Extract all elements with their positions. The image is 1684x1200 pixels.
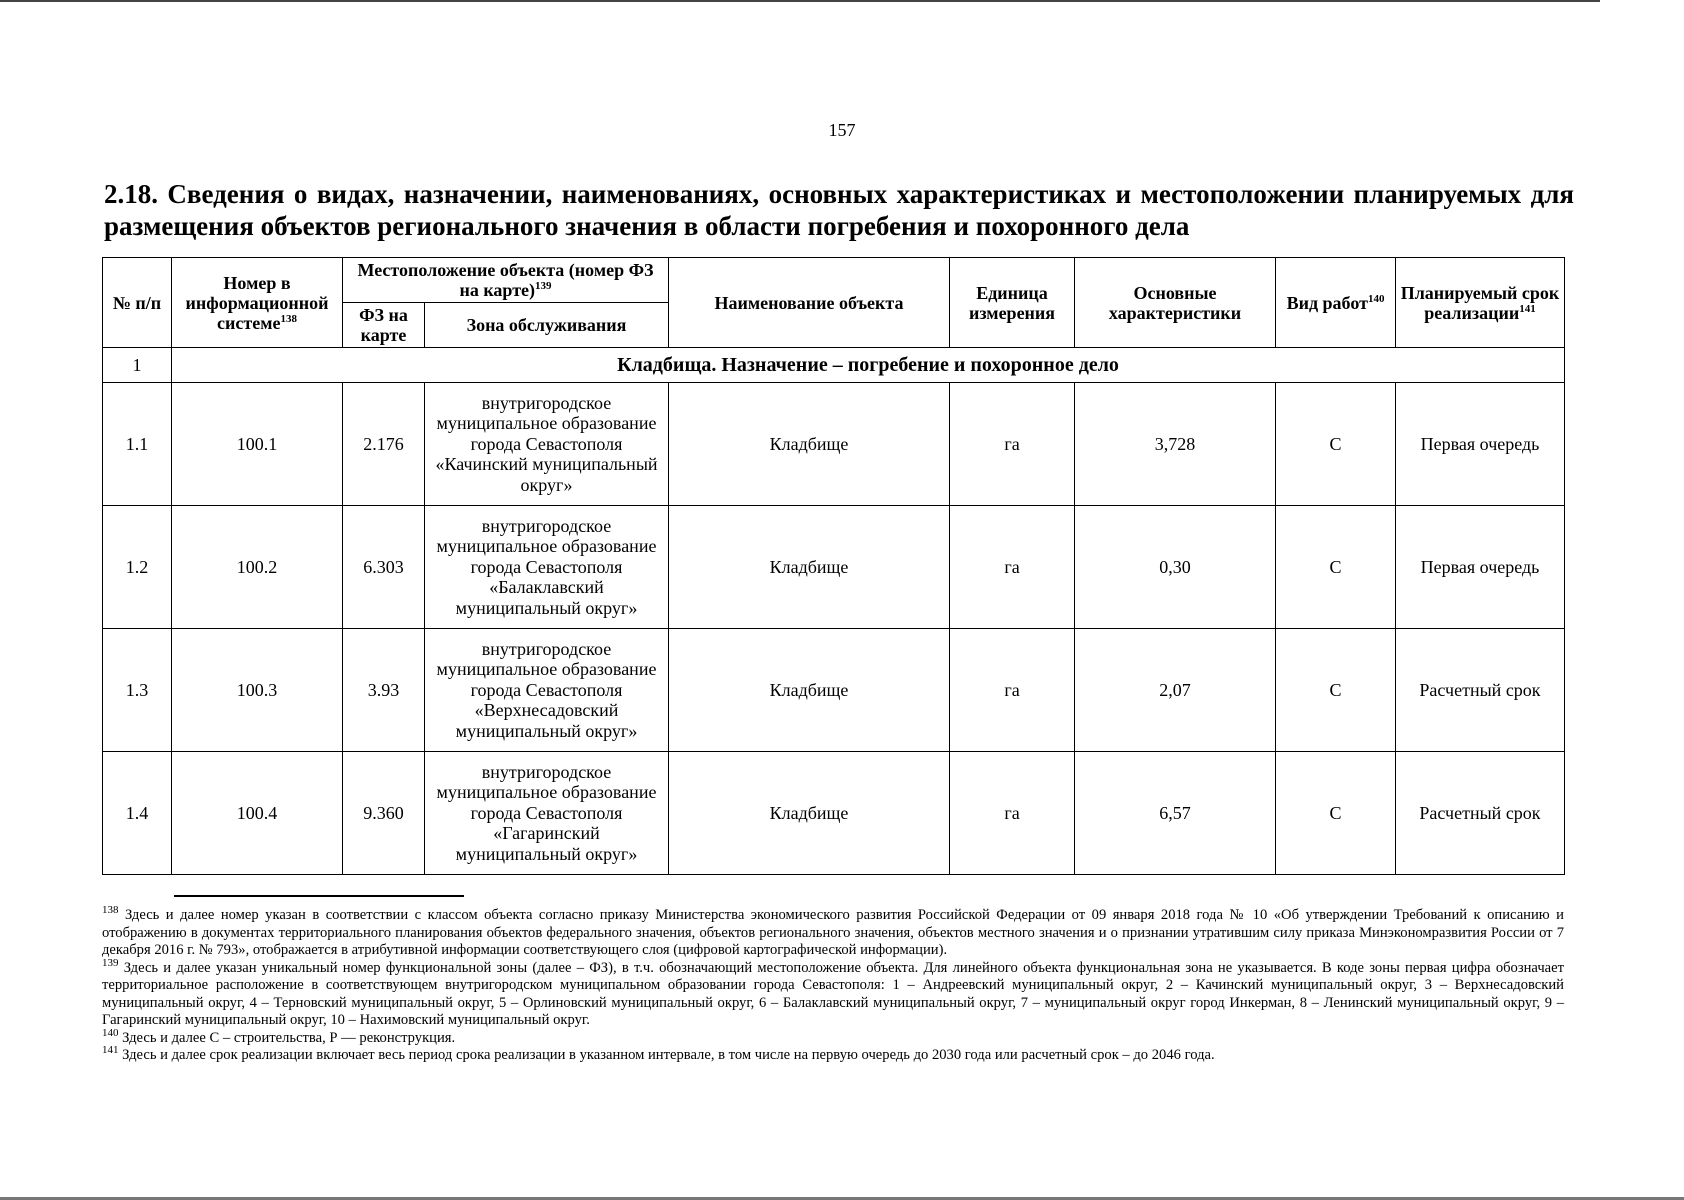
cell-reg-no: 100.3 [172,629,343,752]
table-row [103,752,1565,875]
cell-num: 1.4 [103,752,172,875]
cell-num: 1.1 [103,383,172,506]
cell-fz: 9.360 [343,752,425,875]
header-zone: Зона обслуживания [425,303,669,348]
table-row [103,506,1565,629]
cell-reg-no: 100.2 [172,506,343,629]
footnote [102,956,1564,1030]
header-fz: ФЗ на карте [343,303,425,348]
footnote [102,904,1564,960]
cell-reg-no: 100.1 [172,383,343,506]
cell-fz: 3.93 [343,629,425,752]
cell-work: С [1276,752,1396,875]
cell-work: С [1276,629,1396,752]
cell-term: Расчетный срок [1396,752,1565,875]
footnote-mark: 139 [102,956,119,969]
cell-unit: га [950,752,1075,875]
cell-name: Кладбище [669,506,950,629]
cell-zone: внутригородское муниципальное образование города Севастополя «Балаклавский муниципальный округ» [425,506,669,629]
cell-term: Расчетный срок [1396,629,1565,752]
cell-name: Кладбище [669,629,950,752]
cell-term: Первая очередь [1396,506,1565,629]
footnote-text: Здесь и далее срок реализации включает весь период срока реализации в указанном интервале, в том числе на первую очередь до 2030 года или расчетный срок – до 2046 года. [118,1047,1215,1063]
header-num: № п/п [103,258,172,348]
objects-table [102,257,1565,875]
cell-num: 1.3 [103,629,172,752]
section-row [103,348,1565,383]
footnote [102,1044,1564,1065]
section-num: 1 [103,348,172,383]
cell-unit: га [950,506,1075,629]
page-number: 157 [828,120,856,140]
top-scan-border [0,0,1600,2]
footnote-mark: 140 [102,1026,119,1039]
header-term: Планируемый срок реализации$^{141}$ [1396,258,1565,348]
cell-value: 3,728 [1075,383,1276,506]
footnote-separator [174,895,464,897]
cell-unit: га [950,383,1075,506]
header-characteristics: Основные характеристики [1075,258,1276,348]
footnote [102,1026,1564,1048]
cell-unit: га [950,629,1075,752]
cell-term: Первая очередь [1396,383,1565,506]
table-row [103,629,1565,752]
section-heading: 2.18. Сведения о видах, назначении, наименованиях, основных характеристиках и местоположении планируемых для размещения объектов регионального значения в области погребения и похоронного дела [104,179,1574,241]
cell-work: С [1276,383,1396,506]
cell-value: 6,57 [1075,752,1276,875]
section-title: Кладбища. Назначение – погребение и похоронное дело [172,348,1565,383]
footnote-text: Здесь и далее С – строительства, Р — реконструкция. [118,1029,456,1046]
cell-fz: 6.303 [343,506,425,629]
footnote-mark: 141 [102,1044,119,1057]
cell-num: 1.2 [103,506,172,629]
header-unit: Единица измерения [950,258,1075,348]
cell-name: Кладбище [669,383,950,506]
cell-reg-no: 100.4 [172,752,343,875]
table-header-row [103,258,1565,303]
footnotes [102,904,1564,1065]
header-work-type: Вид работ$^{140}$ [1276,258,1396,348]
cell-value: 0,30 [1075,506,1276,629]
cell-zone: внутригородское муниципальное образование города Севастополя «Верхнесадовский муниципальный округ» [425,629,669,752]
cell-name: Кладбище [669,752,950,875]
header-location: Местоположение объекта (номер ФЗ на карте)$^{139}$ [343,258,669,303]
cell-zone: внутригородское муниципальное образование города Севастополя «Качинский муниципальный округ» [425,383,669,506]
table-row [103,383,1565,506]
header-reg-no: Номер в информационной системе$^{138}$ [172,258,343,348]
header-name: Наименование объекта [669,258,950,348]
footnote-text: Здесь и далее указан уникальный номер функциональной зоны (далее – ФЗ), в т.ч. обозначающий местоположение объекта. Для линейного объекта функциональная зона не указывается. В коде зоны первая цифра обозначает территориальное расположение в соответствующем внутригородском муниципальном образовании города Севастополя: 1 – Андреевский муниципальный округ, 2 – Качинский муниципальный округ, 3 – Верхнесадовский муниципальный округ, 4 – Терновский муниципальный округ, 5 – Орлиновский муниципальный округ, 6 – Балаклавский муниципальный округ, 7 – муниципальный округ город Инкерман, 8 – Ленинский муниципальный округ, 9 – Гагаринский муниципальный округ, 10 – Нахимовский муниципальный округ. [102,959,1564,1028]
cell-value: 2,07 [1075,629,1276,752]
cell-zone: внутригородское муниципальное образование города Севастополя «Гагаринский муниципальный округ» [425,752,669,875]
footnote-mark: 138 [102,904,119,917]
cell-fz: 2.176 [343,383,425,506]
cell-work: С [1276,506,1396,629]
footnote-text: Здесь и далее номер указан в соответствии с классом объекта согласно приказу Министерства экономического развития Российской Федерации от 09 января 2018 года № 10 «Об утверждении Требований к описанию и отображению в документах территориального планирования объектов федерального значения, объектов регионального значения, объектов местного значения и о признании утратившим силу приказа Минэкономразвития России от 7 декабря 2016 г. № 793», отображается в атрибутивной информации соответствующего слоя (цифровой картографической информации). [102,907,1564,958]
